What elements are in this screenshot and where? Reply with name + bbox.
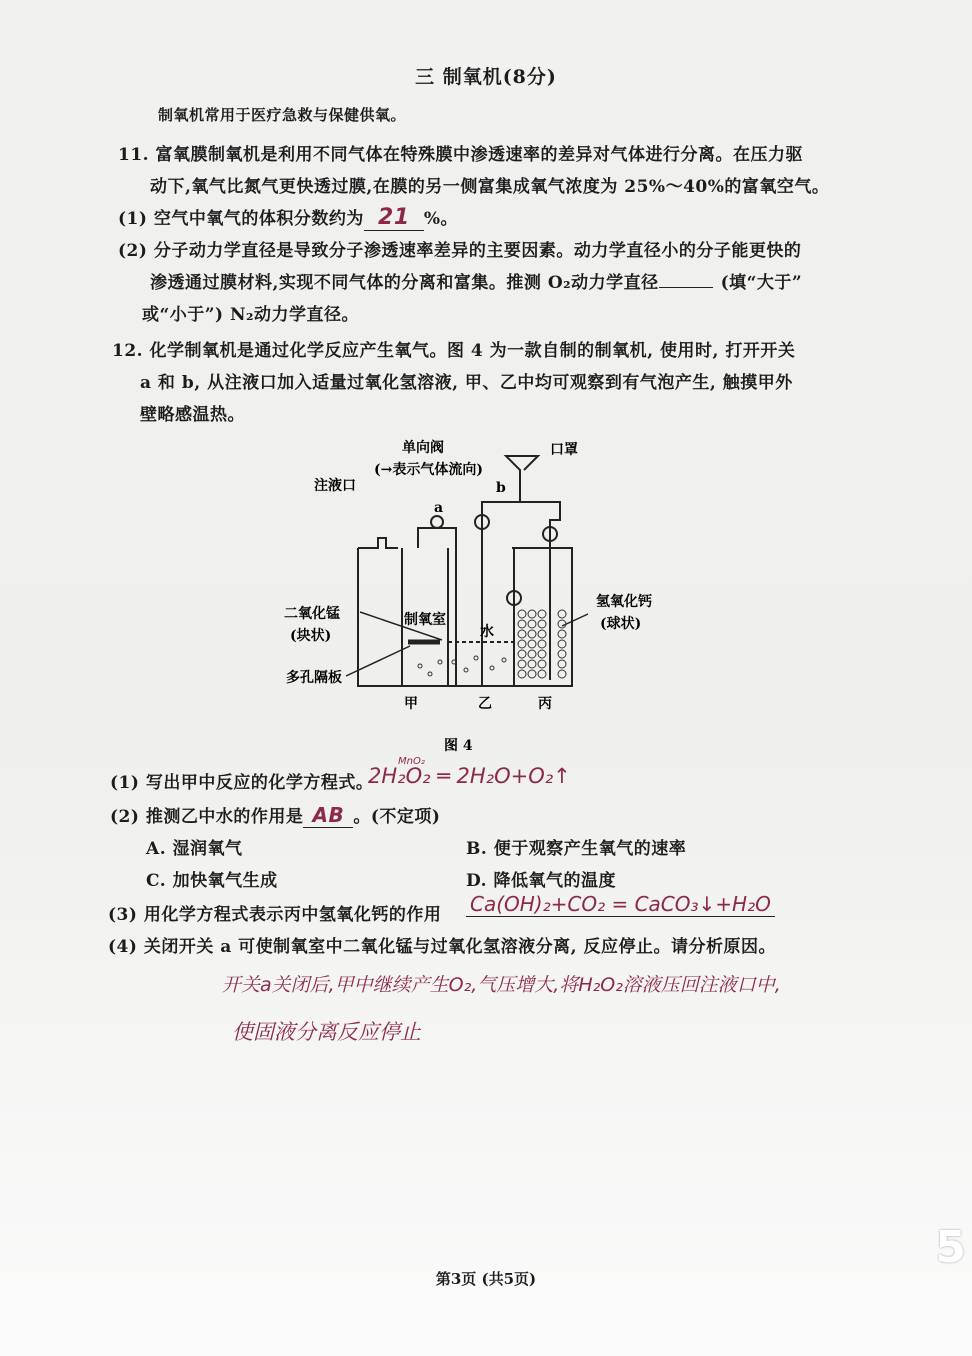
label-porous-plate: 多孔隔板 xyxy=(286,670,342,686)
figure-4-apparatus xyxy=(270,430,690,760)
q12-part4-prompt: (4) 关闭开关 a 可使制氧室中二氧化锰与过氧化氢溶液分离, 反应停止。请分析原因。 xyxy=(108,937,777,957)
q12-part2-answer: AB xyxy=(312,803,345,827)
q12-part2-blank[interactable] xyxy=(303,803,353,828)
q11-part1-answer: 21 xyxy=(378,205,410,230)
q11-part2-tail: (填“大于” xyxy=(720,273,803,293)
label-flow-direction: (→表示气体流向) xyxy=(374,462,483,478)
q11-part2-blank[interactable] xyxy=(659,287,713,288)
side-page-mark: 5 xyxy=(935,1222,966,1273)
q12-line2: a 和 b, 从注液口加入适量过氧化氢溶液, 甲、乙中均可观察到有气泡产生, 触摸甲外 xyxy=(140,373,793,393)
q12-part4-answer-line1[interactable]: 开关a关闭后,甲中继续产生O₂,气压增大,将H₂O₂溶液压回注液口中, xyxy=(222,974,781,996)
label-inlet: 注液口 xyxy=(314,478,356,494)
q12-part1-answer[interactable]: 2H₂O₂ ═ 2H₂O+O₂↑ xyxy=(368,764,571,788)
q12-part3 xyxy=(108,900,441,925)
q12-part2-prefix: (2) 推测乙中水的作用是 xyxy=(110,807,304,827)
q11-part2-line1: (2) 分子动力学直径是导致分子渗透速率差异的主要因素。动力学直径小的分子能更快的 xyxy=(118,241,802,261)
q12-part4-answer-line2[interactable]: 使固液分离反应停止 xyxy=(232,1020,421,1044)
intro-text: 制氧机常用于医疗急救与保健供氧。 xyxy=(158,106,407,124)
label-yi: 乙 xyxy=(478,696,492,712)
page-footer: 第3页 (共5页) xyxy=(435,1270,537,1288)
label-switch-a: a xyxy=(434,500,444,516)
q12-option-b[interactable]: B. 便于观察产生氧气的速率 xyxy=(466,839,687,859)
q11-line1: 11. 富氧膜制氧机是利用不同气体在特殊膜中渗透速率的差异对气体进行分离。在压力驱 xyxy=(118,145,803,165)
q12-option-d[interactable]: D. 降低氧气的温度 xyxy=(466,871,616,891)
label-chamber: 制氧室 xyxy=(404,612,446,628)
label-jia: 甲 xyxy=(404,696,418,712)
q11-part2-text: 渗透通过膜材料,实现不同气体的分离和富集。推测 O₂动力学直径 xyxy=(150,273,659,293)
q12-line1: 12. 化学制氧机是通过化学反应产生氧气。图 4 为一款自制的制氧机, 使用时, 打开开关 xyxy=(112,341,796,361)
q11-part1 xyxy=(118,204,458,231)
label-mno2: 二氧化锰 xyxy=(284,606,340,622)
section-title: 三 制氧机(8分) xyxy=(415,66,557,88)
label-switch-b: b xyxy=(496,480,506,496)
q12-part1-catalyst: MnO₂ xyxy=(398,756,425,767)
q12-part3-answer[interactable]: Ca(OH)₂+CO₂ = CaCO₃↓+H₂O xyxy=(466,892,775,917)
label-caoh2: 氢氧化钙 xyxy=(596,594,652,610)
q12-part2-suffix: 。(不定项) xyxy=(353,807,441,827)
label-water: 水 xyxy=(480,624,494,640)
q11-part1-blank[interactable] xyxy=(364,205,424,231)
q12-part2 xyxy=(110,802,440,828)
q12-part3-prefix: (3) 用化学方程式表示丙中氢氧化钙的作用 xyxy=(108,905,442,925)
label-check-valve: 单向阀 xyxy=(402,440,444,456)
q12-option-a[interactable]: A. 湿润氧气 xyxy=(146,839,243,859)
label-mouthpiece: 口罩 xyxy=(550,442,578,458)
q12-line3: 壁略感温热。 xyxy=(140,405,245,425)
q11-line2: 动下,氧气比氮气更快透过膜,在膜的另一侧富集成氧气浓度为 25%～40%的富氧空气。 xyxy=(150,177,830,197)
label-mno2-form: (块状) xyxy=(290,628,332,644)
q12-part1-prefix: (1) 写出甲中反应的化学方程式。 xyxy=(110,773,374,793)
q11-part2-line3: 或“小于”) N₂动力学直径。 xyxy=(142,305,360,325)
q11-part1-prefix: (1) 空气中氧气的体积分数约为 xyxy=(118,209,364,229)
q11-part2-line2 xyxy=(150,268,802,293)
label-caoh2-form: (球状) xyxy=(600,616,642,632)
q12-option-c[interactable]: C. 加快氧气生成 xyxy=(146,871,278,891)
q11-part1-suffix: %。 xyxy=(423,209,458,229)
q12-part1 xyxy=(110,768,373,793)
figure-caption: 图 4 xyxy=(444,738,473,754)
label-bing: 丙 xyxy=(538,696,552,712)
